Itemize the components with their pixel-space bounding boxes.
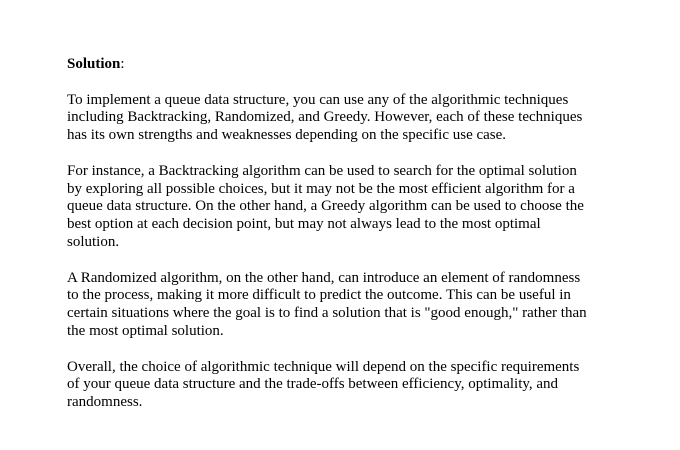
solution-heading-label: Solution [67, 56, 121, 72]
paragraph-line: A Randomized algorithm, on the other hand, can introduce an element of randomness [67, 269, 581, 286]
solution-heading [67, 56, 627, 74]
paragraph-line: by exploring all possible choices, but it may not be the most efficient algorithm for a [67, 180, 575, 197]
paragraph-line: has its own strengths and weaknesses depending on the specific use case. [67, 127, 507, 144]
paragraph-line: Overall, the choice of algorithmic technique will depend on the specific requirements [67, 358, 580, 375]
paragraph-line: queue data structure. On the other hand, a Greedy algorithm can be used to choose the [67, 198, 584, 215]
paragraph-line: to the process, making it more difficult to predict the outcome. This can be useful in [67, 287, 571, 304]
paragraph-line: solution. [67, 233, 120, 250]
paragraph-line: including Backtracking, Randomized, and Greedy. However, each of these techniques [67, 109, 583, 126]
paragraph-conclusion [67, 359, 627, 412]
paragraph-line: To implement a queue data structure, you can use any of the algorithmic techniques [67, 91, 569, 108]
paragraph-line: For instance, a Backtracking algorithm can be used to search for the optimal solution [67, 162, 577, 179]
paragraph-line: randomness. [67, 394, 143, 411]
paragraph-randomized [67, 270, 627, 341]
paragraph-line: of your queue data structure and the trade-offs between efficiency, optimality, and [67, 376, 559, 393]
paragraph-line: best option at each decision point, but may not always lead to the most optimal [67, 216, 541, 233]
document-body [67, 56, 627, 430]
paragraph-line: certain situations where the goal is to find a solution that is "good enough," rather than [67, 305, 587, 322]
paragraph-intro [67, 92, 627, 145]
paragraph-line: the most optimal solution. [67, 322, 224, 339]
solution-heading-colon: : [120, 56, 125, 72]
paragraph-backtracking-greedy [67, 163, 627, 252]
